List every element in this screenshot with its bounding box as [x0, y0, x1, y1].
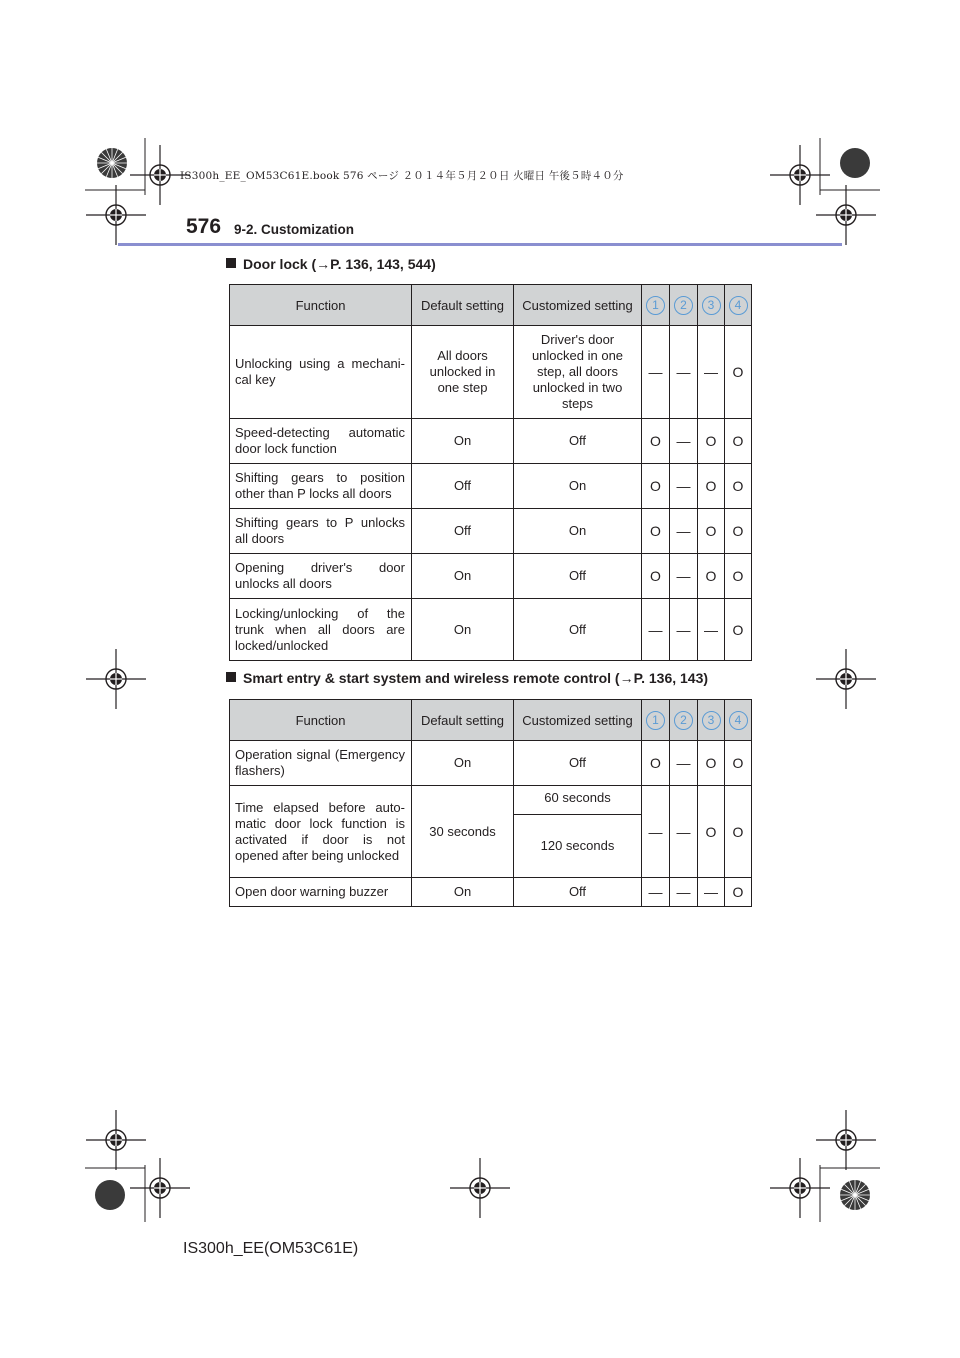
custom-cell: 60 seconds [514, 786, 642, 815]
method-2-icon: 2 [674, 296, 693, 315]
method-1-mark: — [642, 786, 670, 878]
method-2-mark: — [670, 599, 698, 661]
method-4-mark: O [725, 878, 752, 907]
method-4-mark: O [725, 786, 752, 878]
method-4-mark: O [725, 741, 752, 786]
smart-entry-heading [226, 670, 708, 686]
column-header-function: Function [230, 700, 412, 741]
default-cell: 30 seconds [412, 786, 514, 878]
table-row [230, 326, 752, 419]
method-4-mark: O [725, 464, 752, 509]
method-1-mark: O [642, 419, 670, 464]
door-lock-heading [226, 256, 436, 272]
column-header-custom: Customized setting [514, 285, 642, 326]
custom-cell: Driver's door unlocked in one step, all doors unlocked in two steps [514, 326, 642, 419]
footer-manual-code: IS300h_EE(OM53C61E) [183, 1240, 359, 1257]
method-3-mark: O [698, 509, 725, 554]
custom-cell: On [514, 464, 642, 509]
default-cell: On [412, 878, 514, 907]
custom-cell: Off [514, 599, 642, 661]
method-1-mark: — [642, 326, 670, 419]
method-1-mark: — [642, 599, 670, 661]
method-4-mark: O [725, 419, 752, 464]
table-row [230, 599, 752, 661]
function-cell: Opening driver's door unlocks all doors [230, 554, 412, 599]
table-row [230, 554, 752, 599]
column-header-function: Function [230, 285, 412, 326]
table-header-row [230, 700, 752, 741]
default-cell: On [412, 419, 514, 464]
print-header-info: IS300h_EE_OM53C61E.book 576 ページ ２０１４年５月２０日 火曜日 午後５時４０分 [180, 170, 624, 182]
table-row [230, 786, 752, 815]
table-row [230, 464, 752, 509]
method-1-mark: — [642, 878, 670, 907]
method-3-mark: — [698, 599, 725, 661]
default-cell: All doors unlocked in one step [412, 326, 514, 419]
method-3-mark: — [698, 326, 725, 419]
method-1-icon: 1 [646, 296, 665, 315]
table-header-row [230, 285, 752, 326]
table-row [230, 741, 752, 786]
column-header-default: Default setting [412, 285, 514, 326]
function-cell: Time elapsed before auto-matic door lock function is activated if door is not opened after being unlocked [230, 786, 412, 878]
method-1-icon: 1 [646, 711, 665, 730]
method-2-mark: — [670, 741, 698, 786]
method-2-icon: 2 [674, 711, 693, 730]
function-cell: Shifting gears to position other than P locks all doors [230, 464, 412, 509]
method-4-icon: 4 [729, 296, 748, 315]
smart-entry-table [229, 699, 752, 907]
method-3-mark: O [698, 786, 725, 878]
square-bullet-icon [226, 672, 236, 682]
custom-cell: Off [514, 878, 642, 907]
method-3-mark: O [698, 741, 725, 786]
function-cell: Speed-detecting automatic door lock function [230, 419, 412, 464]
method-4-mark: O [725, 554, 752, 599]
function-cell: Shifting gears to P unlocks all doors [230, 509, 412, 554]
function-cell: Locking/unlocking of the trunk when all doors are locked/unlocked [230, 599, 412, 661]
custom-cell: Off [514, 554, 642, 599]
table-row [230, 419, 752, 464]
method-2-mark: — [670, 326, 698, 419]
method-2-mark: — [670, 786, 698, 878]
method-4-mark: O [725, 599, 752, 661]
method-2-mark: — [670, 554, 698, 599]
method-4-mark: O [725, 326, 752, 419]
page-number: 576 [186, 215, 222, 238]
default-cell: On [412, 554, 514, 599]
function-cell: Open door warning buzzer [230, 878, 412, 907]
function-cell: Operation signal (Emergency flashers) [230, 741, 412, 786]
header-rule [118, 243, 842, 246]
table-row [230, 509, 752, 554]
custom-cell: On [514, 509, 642, 554]
column-header-default: Default setting [412, 700, 514, 741]
method-4-icon: 4 [729, 711, 748, 730]
custom-cell: Off [514, 741, 642, 786]
door-lock-heading-text: Door lock (→P. 136, 143, 544) [243, 256, 436, 272]
method-3-mark: O [698, 419, 725, 464]
method-3-icon: 3 [702, 711, 721, 730]
table-row [230, 878, 752, 907]
method-3-mark: O [698, 464, 725, 509]
custom-cell: 120 seconds [514, 815, 642, 878]
method-3-mark: O [698, 554, 725, 599]
method-2-mark: — [670, 419, 698, 464]
method-2-mark: — [670, 509, 698, 554]
default-cell: Off [412, 509, 514, 554]
square-bullet-icon [226, 258, 236, 268]
column-header-custom: Customized setting [514, 700, 642, 741]
custom-cell: Off [514, 419, 642, 464]
method-2-mark: — [670, 464, 698, 509]
method-1-mark: O [642, 554, 670, 599]
method-2-mark: — [670, 878, 698, 907]
default-cell: On [412, 741, 514, 786]
method-1-mark: O [642, 741, 670, 786]
door-lock-table [229, 284, 752, 661]
method-1-mark: O [642, 509, 670, 554]
method-1-mark: O [642, 464, 670, 509]
method-3-mark: — [698, 878, 725, 907]
function-cell: Unlocking using a mechani-cal key [230, 326, 412, 419]
method-4-mark: O [725, 509, 752, 554]
method-3-icon: 3 [702, 296, 721, 315]
default-cell: On [412, 599, 514, 661]
section-title: 9-2. Customization [234, 222, 355, 237]
default-cell: Off [412, 464, 514, 509]
smart-entry-heading-text: Smart entry & start system and wireless remote control (→P. 136, 143) [243, 670, 709, 686]
